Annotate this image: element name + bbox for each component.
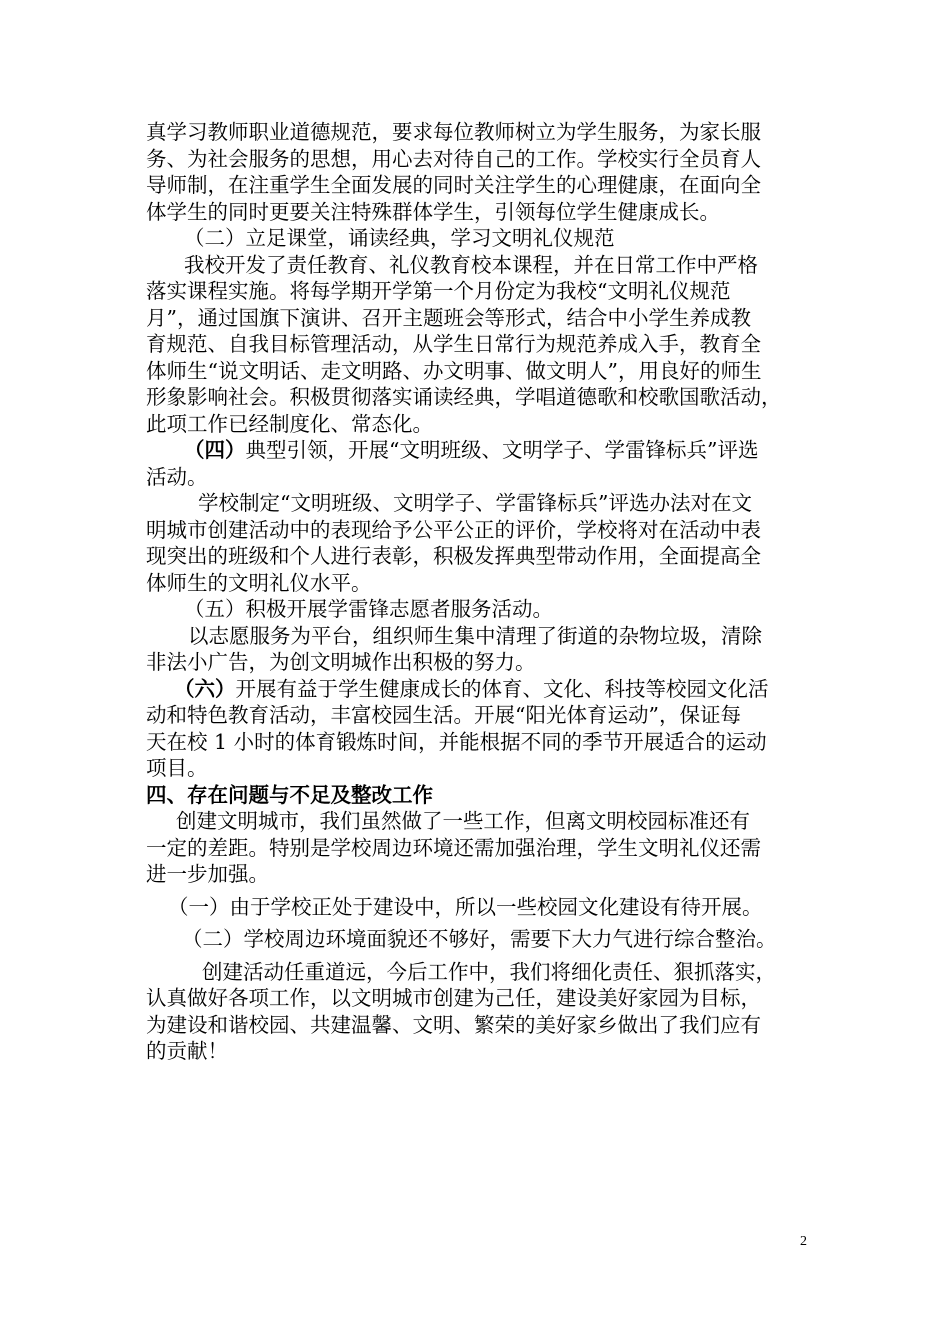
- paragraph-line: 创建文明城市，我们虽然做了一些工作，但离文明校园标准还有: [176, 809, 750, 833]
- paragraph-line: 体师生“说文明话、走文明路、办文明事、做文明人”，用良好的师生: [146, 358, 762, 383]
- paragraph-line: 为建设和谐校园、共建温馨、文明、繁荣的美好家乡做出了我们应有: [146, 1012, 761, 1037]
- paragraph-line: 真学习教师职业道德规范，要求每位教师树立为学生服务，为家长服: [146, 120, 761, 144]
- section-heading-text: 典型引领，开展“文明班级、文明学子、学雷锋标兵”评选: [245, 438, 759, 462]
- section-heading-text: 开展有益于学生健康成长的体育、文化、科技等校园文化活: [235, 676, 769, 701]
- list-item: （一）由于学校正处于建设中，所以一些校园文化建设有待开展。: [168, 894, 763, 919]
- paragraph-line: 认真做好各项工作，以文明城市创建为己任，建设美好家园为目标，: [146, 986, 761, 1010]
- paragraph-line: 体学生的同时更要关注特殊群体学生，引领每位学生健康成长。: [146, 199, 720, 224]
- paragraph-line: 动和特色教育活动，丰富校园生活。开展“阳光体育运动”，保证每: [146, 703, 741, 727]
- paragraph-line: 我校开发了责任教育、礼仪教育校本课程，并在日常工作中严格: [184, 252, 758, 277]
- section-heading-6: [146, 676, 816, 703]
- list-item: （二）学校周边环境面貌还不够好，需要下大力气进行综合整治。: [182, 927, 777, 951]
- paragraph-line: 创建活动任重道远，今后工作中，我们将细化责任、狠抓落实，: [202, 959, 776, 984]
- section-number: （六）: [174, 676, 236, 701]
- paragraph-line: 明城市创建活动中的表现给予公平公正的评价，学校将对在活动中表: [146, 517, 761, 542]
- paragraph-line: 进一步加强。: [146, 862, 269, 886]
- paragraph-line: 务、为社会服务的思想，用心去对待自己的工作。学校实行全员育人: [146, 146, 761, 171]
- paragraph-line: 形象影响社会。积极贯彻落实诵读经典，学唱道德歌和校歌国歌活动，: [146, 385, 782, 409]
- paragraph-line: 的贡献！: [146, 1039, 228, 1063]
- paragraph-line: 天在校 1 小时的体育锻炼时间，并能根据不同的季节开展适合的运动: [146, 729, 767, 754]
- paragraph-line: 非法小广告，为创文明城作出积极的努力。: [146, 650, 536, 674]
- paragraph-line: 学校制定“文明班级、文明学子、学雷锋标兵”评选办法对在文: [198, 491, 752, 515]
- section-heading-2: （二）立足课堂，诵读经典，学习文明礼仪规范: [184, 226, 615, 250]
- document-body: [146, 119, 816, 1065]
- paragraph-line: 以志愿服务为平台，组织师生集中清理了街道的杂物垃圾，清除: [188, 623, 762, 648]
- page-number: 2: [800, 1234, 807, 1249]
- paragraph-line: 月”，通过国旗下演讲、召开主题班会等形式，结合中小学生养成教: [146, 305, 751, 330]
- paragraph-line: 育规范、自我目标管理活动，从学生日常行为规范养成入手，教育全: [146, 332, 761, 356]
- paragraph-line: 现突出的班级和个人进行表彰，积极发挥典型带动作用，全面提高全: [146, 544, 761, 568]
- paragraph-line: 落实课程实施。将每学期开学第一个月份定为我校“文明礼仪规范: [146, 279, 731, 303]
- paragraph-line: 项目。: [146, 756, 208, 780]
- paragraph-line: 导师制，在注重学生全面发展的同时关注学生的心理健康，在面向全: [146, 173, 761, 197]
- section-heading-4: [146, 437, 816, 464]
- paragraph-line: 一定的差距。特别是学校周边环境还需加强治理，学生文明礼仪还需: [146, 835, 761, 860]
- paragraph-line: 此项工作已经制度化、常态化。: [146, 411, 433, 436]
- section-heading-5: （五）积极开展学雷锋志愿者服务活动。: [184, 597, 553, 621]
- paragraph-line: 体师生的文明礼仪水平。: [146, 570, 372, 595]
- section-number: （四）: [184, 438, 246, 462]
- chapter-heading: 四、存在问题与不足及整改工作: [146, 782, 433, 807]
- paragraph-line: 活动。: [146, 464, 208, 489]
